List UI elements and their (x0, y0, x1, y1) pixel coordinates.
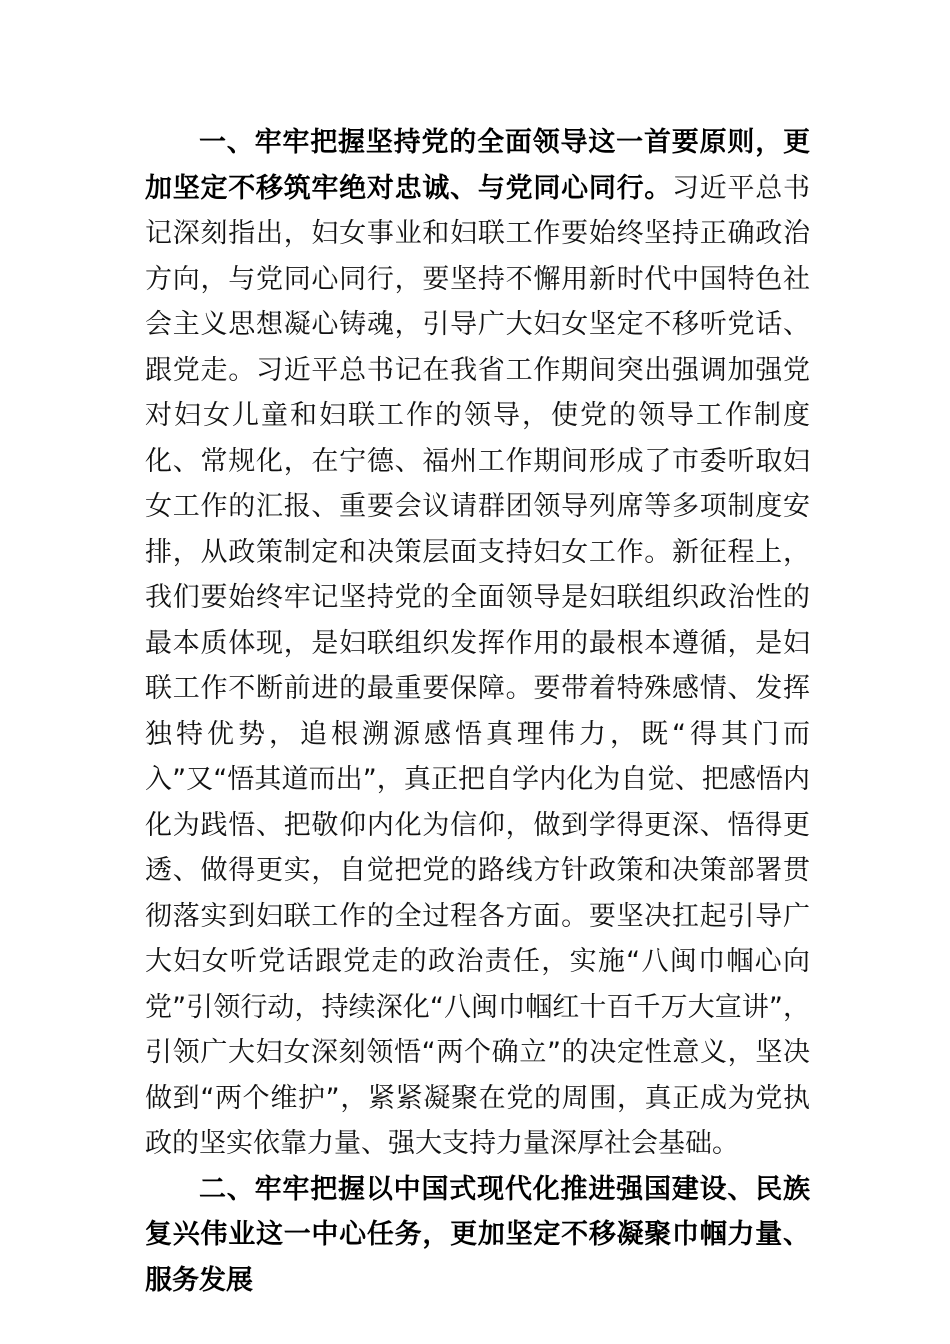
paragraph-1 (145, 120, 810, 1167)
section-heading-1: 一、牢牢把握坚持党的全面领导这一首要原则，更加坚定不移筑牢绝对忠诚、与党同心同行。 (145, 127, 810, 204)
paragraph-1-body: 习近平总书记深刻指出，妇女事业和妇联工作要始终坚持正确政治方向，与党同心同行，要坚持不懈用新时代中国特色社会主义思想凝心铸魂，引导广大妇女坚定不移听党话、跟党走。习近平总书记在我省工作期间突出强调加强党对妇女儿童和妇联工作的领导，使党的领导工作制度化、常规化，在宁德、福州工作期间形成了市委听取妇女工作的汇报、重要会议请群团领导列席等多项制度安排，从政策制定和决策层面支持妇女工作。新征程上，我们要始终牢记坚持党的全面领导是妇联组织政治性的最本质体现，是妇联组织发挥作用的最根本遵循，是妇联工作不断前进的最重要保障。要带着特殊感情、发挥独特优势，追根溯源感悟真理伟力，既“得其门而入”又“悟其道而出”，真正把自学内化为自觉、把感悟内化为践悟、把敬仰内化为信仰，做到学得更深、悟得更透、做得更实，自觉把党的路线方针政策和决策部署贯彻落实到妇联工作的全过程各方面。要坚决扛起引导广大妇女听党话跟党走的政治责任，实施“八闽巾帼心向党”引领行动，持续深化“八闽巾帼红十百千万大宣讲”，引领广大妇女深刻领悟“两个确立”的决定性意义，坚决做到“两个维护”，紧紧凝聚在党的周围，真正成为党执政的坚实依靠力量、强大支持力量深厚社会基础。 (145, 172, 811, 1159)
document-body (145, 120, 810, 1303)
paragraph-2 (145, 1167, 810, 1304)
section-heading-2: 二、牢牢把握以中国式现代化推进强国建设、民族复兴伟业这一中心任务，更加坚定不移凝聚巾帼力量、服务发展 (145, 1173, 810, 1296)
